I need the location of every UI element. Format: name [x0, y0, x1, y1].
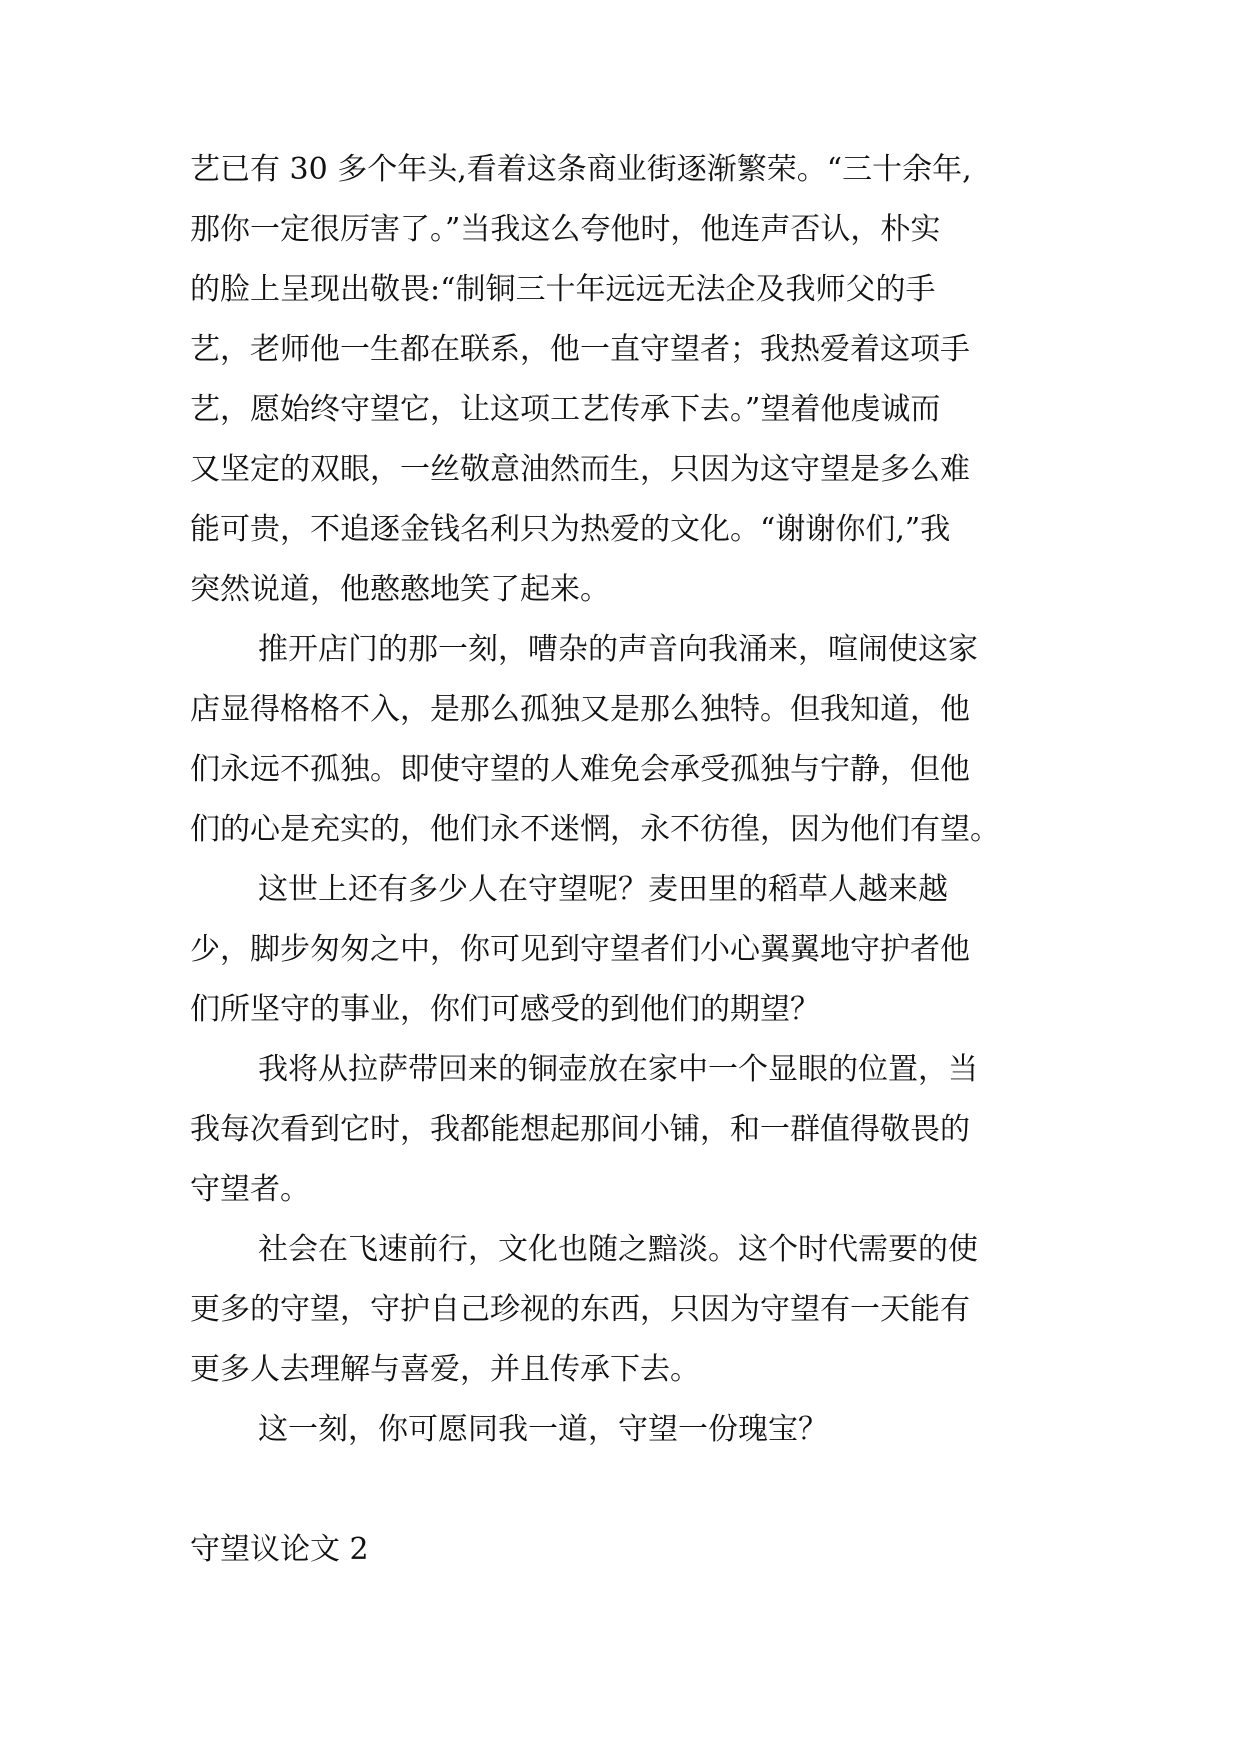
text-line: 艺，愿始终守望它，让这项工艺传承下去。”望着他虔诚而: [190, 392, 941, 427]
text-line: 能可贵，不追逐金钱名利只为热爱的文化。“谢谢你们,”我: [190, 512, 951, 547]
text-line: 店显得格格不入，是那么孤独又是那么独特。但我知道，他: [190, 692, 970, 727]
text-line: 艺已有 30 多个年头,看着这条商业街逐渐繁荣。“三十余年,: [190, 152, 972, 187]
paragraph-first-line: 推开店门的那一刻，嘈杂的声音向我涌来，喧闹使这家: [258, 632, 978, 667]
text-line: 又坚定的双眼，一丝敬意油然而生，只因为这守望是多么难: [190, 452, 970, 487]
text-line: 更多人去理解与喜爱，并且传承下去。: [190, 1352, 700, 1387]
text-line: 更多的守望，守护自己珍视的东西，只因为守望有一天能有: [190, 1292, 970, 1327]
paragraph-first-line: 这世上还有多少人在守望呢？麦田里的稻草人越来越: [258, 872, 948, 907]
paragraph-first-line: 这一刻，你可愿同我一道，守望一份瑰宝？: [258, 1412, 828, 1447]
text-line: 那你一定很厉害了。”当我这么夸他时，他连声否认，朴实: [190, 212, 941, 247]
text-line: 们所坚守的事业，你们可感受的到他们的期望？: [190, 992, 820, 1027]
text-line: 们的心是充实的，他们永不迷惘，永不彷徨，因为他们有望。: [190, 812, 1000, 847]
text-line: 我每次看到它时，我都能想起那间小铺，和一群值得敬畏的: [190, 1112, 970, 1147]
paragraph-first-line: 社会在飞速前行，文化也随之黯淡。这个时代需要的使: [258, 1232, 978, 1267]
section-title: 守望议论文 2: [190, 1532, 369, 1567]
text-line: 突然说道，他憨憨地笑了起来。: [190, 572, 610, 607]
text-line: 守望者。: [190, 1172, 310, 1207]
text-line: 艺，老师他一生都在联系，他一直守望者；我热爱着这项手: [190, 332, 970, 367]
text-line: 们永远不孤独。即使守望的人难免会承受孤独与宁静，但他: [190, 752, 970, 787]
text-line: 少，脚步匆匆之中，你可见到守望者们小心翼翼地守护者他: [190, 932, 970, 967]
text-line: 的脸上呈现出敬畏:“制铜三十年远远无法企及我师父的手: [190, 272, 936, 307]
paragraph-first-line: 我将从拉萨带回来的铜壶放在家中一个显眼的位置，当: [258, 1052, 978, 1087]
